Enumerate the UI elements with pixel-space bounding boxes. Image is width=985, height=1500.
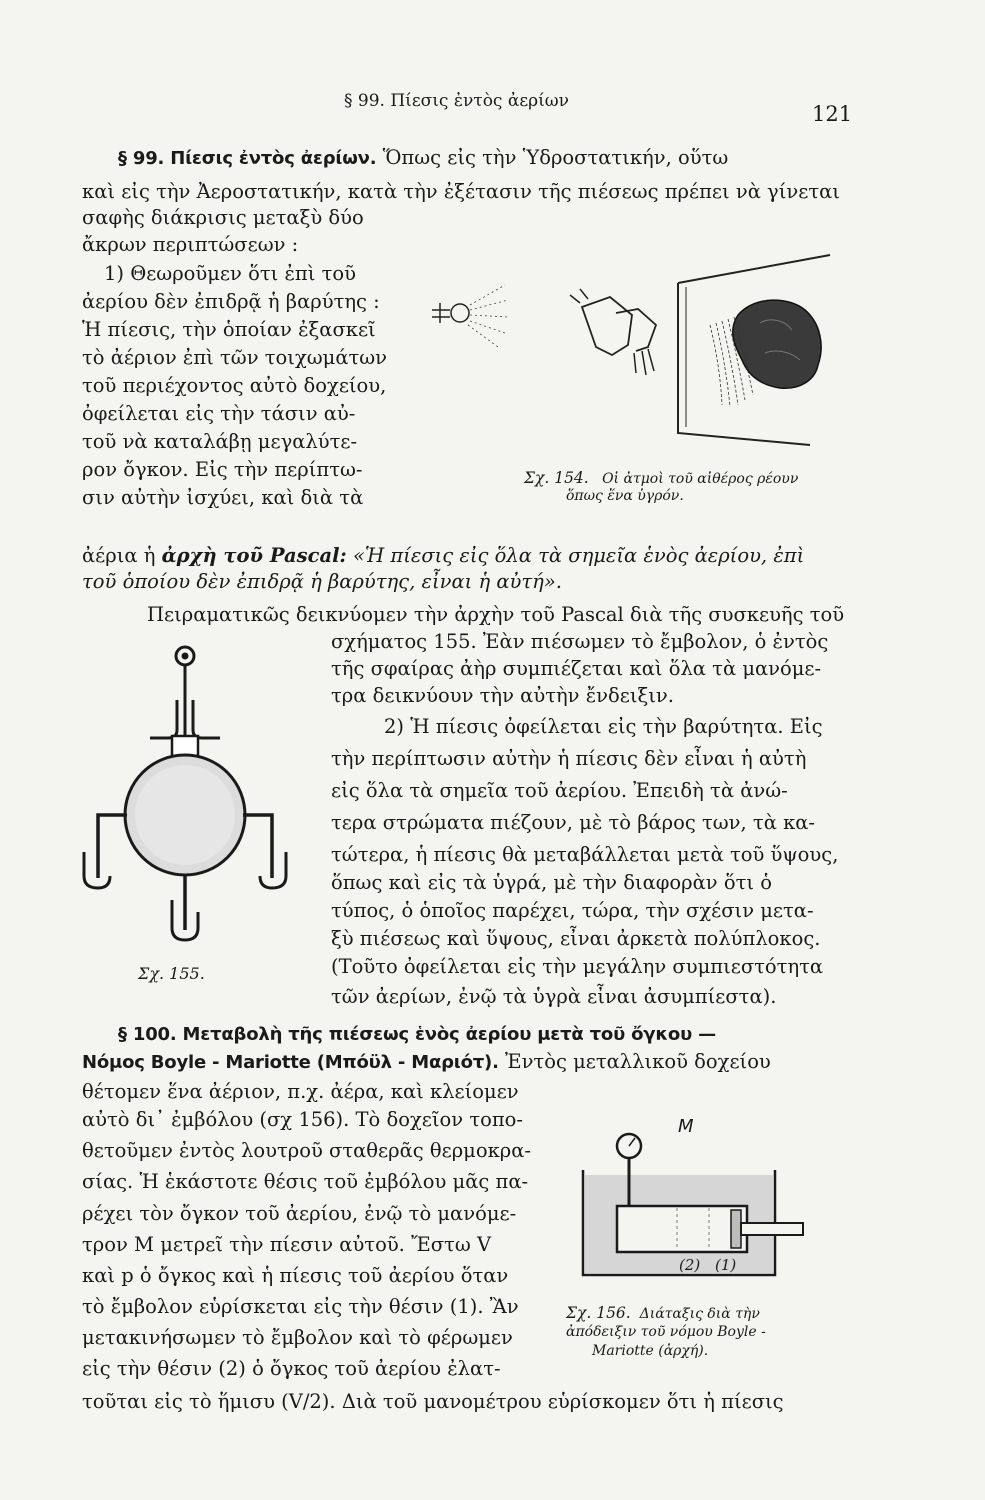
figure-155-label: Σχ. 155.	[138, 964, 205, 983]
figure-155-pascal-apparatus-drawing	[80, 640, 290, 950]
body-line: καὶ εἰς τὴν Ἀεροστατικήν, κατὰ τὴν ἐξέτασιν τῆς πιέσεως πρέπει νὰ γίνεται	[82, 180, 840, 203]
body-line: Ἐντὸς μεταλλικοῦ δοχείου	[504, 1050, 771, 1073]
body-line: εἰς τὴν θέσιν (2) ὁ ὄγκος τοῦ ἀερίου ἐλατ-	[82, 1357, 501, 1380]
section-99-heading: § 99. Πίεσις ἐντὸς ἀερίων.	[118, 148, 377, 169]
body-line: θέτομεν ἕνα ἀέριον, π.χ. ἀέρα, καὶ κλείομεν	[82, 1080, 519, 1103]
body-line: τῆς σφαίρας ἀὴρ συμπιέζεται καὶ ὅλα τὰ μανόμε-	[331, 657, 822, 680]
body-line: ρον ὄγκον. Εἰς τὴν περίπτω-	[82, 458, 363, 481]
body-line: σχήματος 155. Ἐὰν πιέσωμεν τὸ ἔμβολον, ὁ ἐντὸς	[331, 630, 829, 653]
body-line: Ὅπως εἰς τὴν Ὑδροστατικήν, οὕτω	[382, 146, 729, 169]
figure-154-caption-line1	[524, 470, 798, 488]
figure-156-caption-line2: ἀπόδειξιν τοῦ νόμου Boyle -	[566, 1324, 766, 1340]
body-line: 1) Θεωροῦμεν ὅτι ἐπὶ τοῦ	[104, 262, 356, 285]
page-number: 121	[812, 102, 853, 126]
position-2-label: (2)	[679, 1256, 701, 1274]
body-line: ἄκρων περιπτώσεων :	[82, 233, 299, 256]
figure-156-caption-line3: Mariotte (ἀρχή).	[592, 1343, 709, 1359]
body-line: μετακινήσωμεν τὸ ἔμβολον καὶ τὸ φέρωμεν	[82, 1326, 513, 1349]
body-line: εἰς ὅλα τὰ σημεῖα τοῦ ἀερίου. Ἐπειδὴ τὰ ἀνώ-	[331, 779, 788, 802]
figure-154-label: Σχ. 154.	[524, 469, 589, 487]
body-line: τοῦ νὰ καταλάβῃ μεγαλύτε-	[82, 430, 358, 453]
body-line: τοῦται εἰς τὸ ἥμισυ (V/2). Διὰ τοῦ μανομέτρου εὑρίσκομεν ὅτι ἡ πίεσις	[82, 1390, 784, 1413]
figure-154-ether-vapour-drawing	[420, 255, 840, 450]
figure-156-caption-line1	[566, 1305, 760, 1323]
section-100-heading-line1	[118, 1022, 716, 1047]
section-100-heading-line2	[82, 1050, 771, 1075]
figure-154-caption-line2: ὅπως ἕνα ὑγρόν.	[566, 488, 684, 504]
position-1-label: (1)	[715, 1256, 737, 1274]
body-line: τρον M μετρεῖ τὴν πίεσιν αὐτοῦ. Ἔστω V	[82, 1233, 492, 1256]
running-title: § 99. Πίεσις ἐντὸς ἀερίων	[344, 91, 570, 111]
body-line: ὀφείλεται εἰς τὴν τάσιν αὐ-	[82, 402, 356, 425]
body-line: τρα δεικνύουν τὴν αὐτὴν ἔνδειξιν.	[331, 684, 674, 707]
manometer-label: M	[678, 1116, 694, 1137]
body-line: τώτερα, ἡ πίεσις θὰ μεταβάλλεται μετὰ τοῦ ὕψους,	[331, 843, 839, 866]
figure-156-caption-text: Διάταξις διὰ τὴν	[639, 1306, 760, 1322]
pascal-quote-2: τοῦ ὁποίου δὲν ἐπιδρᾷ ἡ βαρύτης, εἶναι ἡ αὐτή».	[82, 570, 562, 593]
body-line: Πειραματικῶς δεικνύομεν τὴν ἀρχὴν τοῦ Pascal διὰ τῆς συσκευῆς τοῦ	[147, 603, 845, 626]
body-line: τοῦ περιέχοντος αὐτὸ δοχείου,	[82, 374, 387, 397]
body-line: αὐτὸ δι᾿ ἐμβόλου (σχ 156). Τὸ δοχεῖον τοπο-	[82, 1108, 523, 1131]
figure-154-caption-text: Οἱ ἀτμοὶ τοῦ αἰθέρος ρέουν	[602, 471, 799, 487]
body-line: (Τοῦτο ὀφείλεται εἰς τὴν μεγάλην συμπιεστότητα	[331, 955, 824, 978]
figure-156-boyle-mariotte-setup-drawing	[575, 1110, 815, 1285]
pascal-name: ἀρχὴ τοῦ Pascal:	[161, 544, 347, 567]
figure-156-label: Σχ. 156.	[566, 1304, 631, 1322]
body-line: τὸ ἔμβολον εὑρίσκεται εἰς τὴν θέσιν (1). Ἂν	[82, 1295, 519, 1318]
body-line: τῶν ἀερίων, ἐνῷ τὰ ὑγρὰ εἶναι ἀσυμπίεστα).	[331, 985, 777, 1008]
body-line: ρέχει τὸν ὄγκον τοῦ ἀερίου, ἐνῷ τὸ μανόμε-	[82, 1202, 517, 1225]
body-line: 2) Ἡ πίεσις ὀφείλεται εἰς τὴν βαρύτητα. Εἰς	[384, 715, 823, 738]
body-line: ὅπως καὶ εἰς τὰ ὑγρά, μὲ τὴν διαφορὰν ὅτι ὁ	[331, 871, 772, 894]
body-line: σιν αὐτὴν ἰσχύει, καὶ διὰ τὰ	[82, 486, 364, 509]
pascal-quote-1: «Ἡ πίεσις εἰς ὅλα τὰ σημεῖα ἑνὸς ἀερίου, ἐπὶ	[352, 544, 805, 567]
section-99-first-line	[118, 146, 728, 171]
body-line: τύπος, ὁ ὁποῖος παρέχει, τώρα, τὴν σχέσιν μετα-	[331, 899, 814, 922]
section-100-heading-2: Νόμος Boyle - Mariotte (Μπόϋλ - Μαριότ).	[82, 1052, 499, 1073]
body-line: Ἡ πίεσις, τὴν ὁποίαν ἐξασκεῖ	[82, 318, 376, 341]
body-line: σαφὴς διάκρισις μεταξὺ δύο	[82, 206, 364, 229]
pascal-line-start: ἀέρια ἡ	[82, 544, 156, 567]
body-line: τὴν περίπτωσιν αὐτὴν ἡ πίεσις δὲν εἶναι ἡ αὐτὴ	[331, 747, 807, 770]
body-line: τερα στρώματα πιέζουν, μὲ τὸ βάρος των, τὰ κα-	[331, 811, 816, 834]
body-line: καὶ p ὁ ὄγκος καὶ ἡ πίεσις τοῦ ἀερίου ὅταν	[82, 1264, 509, 1287]
body-line: θετοῦμεν ἐντὸς λουτροῦ σταθερᾶς θερμοκρα-	[82, 1139, 532, 1162]
body-line: ξὺ πιέσεως καὶ ὕψους, εἶναι ἀρκετὰ πολύπλοκος.	[331, 927, 821, 950]
body-line: τὸ ἀέριον ἐπὶ τῶν τοιχωμάτων	[82, 346, 388, 369]
body-line: σίας. Ἡ ἑκάστοτε θέσις τοῦ ἐμβόλου μᾶς πα-	[82, 1170, 529, 1193]
body-line: ἀερίου δὲν ἐπιδρᾷ ἡ βαρύτης :	[82, 290, 380, 313]
section-100-heading-1: § 100. Μεταβολὴ τῆς πιέσεως ἑνὸς ἀερίου μετὰ τοῦ ὄγκου —	[118, 1024, 716, 1045]
pascal-line-1	[82, 544, 804, 568]
